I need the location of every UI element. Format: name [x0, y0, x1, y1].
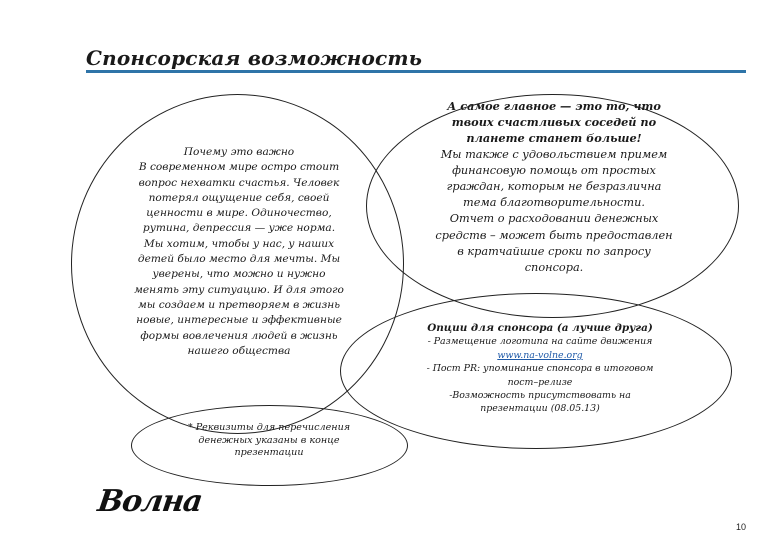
text-line: детей было место для мечты. Мы: [137, 253, 341, 266]
text-line: тема благотворительности.: [463, 196, 645, 210]
text-line: мы создаем и претворяем в жизнь: [137, 298, 341, 311]
text-line: формы вовлечения людей в жизнь: [140, 329, 338, 342]
text-line: вопрос нехватки счастья. Человек: [138, 176, 340, 189]
note-line: презентации: [234, 447, 304, 459]
text-line: ценности в мире. Одиночество,: [146, 207, 332, 220]
page-number: 10: [735, 522, 746, 532]
sponsor-options-heading: Опции для спонсора (а лучше друга): [427, 322, 653, 334]
main-point-text: [420, 98, 688, 276]
text-line: финансовую помощь от простых: [452, 163, 656, 177]
option-line: - Пост PR: упоминание спонсора в итоговом: [426, 363, 654, 375]
text-line: уверены, что можно и нужно: [152, 268, 326, 281]
text-line: граждан, которым не безразлична: [446, 180, 662, 194]
title-underline: [86, 70, 746, 73]
highlight-line: планете станет больше!: [466, 131, 642, 146]
text-line: спонсора.: [524, 261, 584, 275]
volna-logo: Волна: [95, 484, 205, 519]
text-line: Мы также с удовольствием примем: [440, 147, 668, 161]
why-important-text: [108, 145, 370, 359]
text-line: в кратчайшие сроки по запросу: [457, 244, 651, 258]
highlight-line: твоих счастливых соседей по: [451, 115, 657, 130]
text-line: менять эту ситуацию. И для этого: [134, 283, 344, 296]
website-link[interactable]: www.na-volne.org: [497, 349, 583, 361]
requisites-note: [172, 422, 366, 460]
option-line: - Размещение логотипа на сайте движения: [427, 336, 653, 348]
text-line: рутина, депрессия — уже норма.: [142, 222, 336, 235]
text-line: новые, интересные и эффективные: [136, 314, 342, 327]
option-line: пост–релизе: [507, 376, 573, 388]
text-line: средств – может быть предоставлен: [435, 228, 673, 242]
option-line: презентации (08.05.13): [480, 403, 600, 415]
text-line: потерял ощущение себя, своей: [148, 191, 330, 204]
sponsor-options-text: [395, 322, 685, 416]
why-important-heading: Почему это важно: [183, 146, 295, 158]
option-line: -Возможность присутствовать на: [449, 390, 631, 402]
text-line: В современном мире остро стоит: [138, 161, 340, 174]
slide-title: Спонсорская возможность: [86, 46, 423, 70]
note-line: * Реквизиты для перечисления: [187, 422, 351, 433]
highlight-line: А самое главное — это то, что: [447, 99, 661, 113]
text-line: Отчет о расходовании денежных: [449, 212, 659, 226]
text-line: Мы хотим, чтобы у нас, у наших: [143, 237, 335, 250]
text-line: нашего общества: [187, 344, 291, 357]
note-line: денежных указаны в конце: [198, 434, 340, 446]
